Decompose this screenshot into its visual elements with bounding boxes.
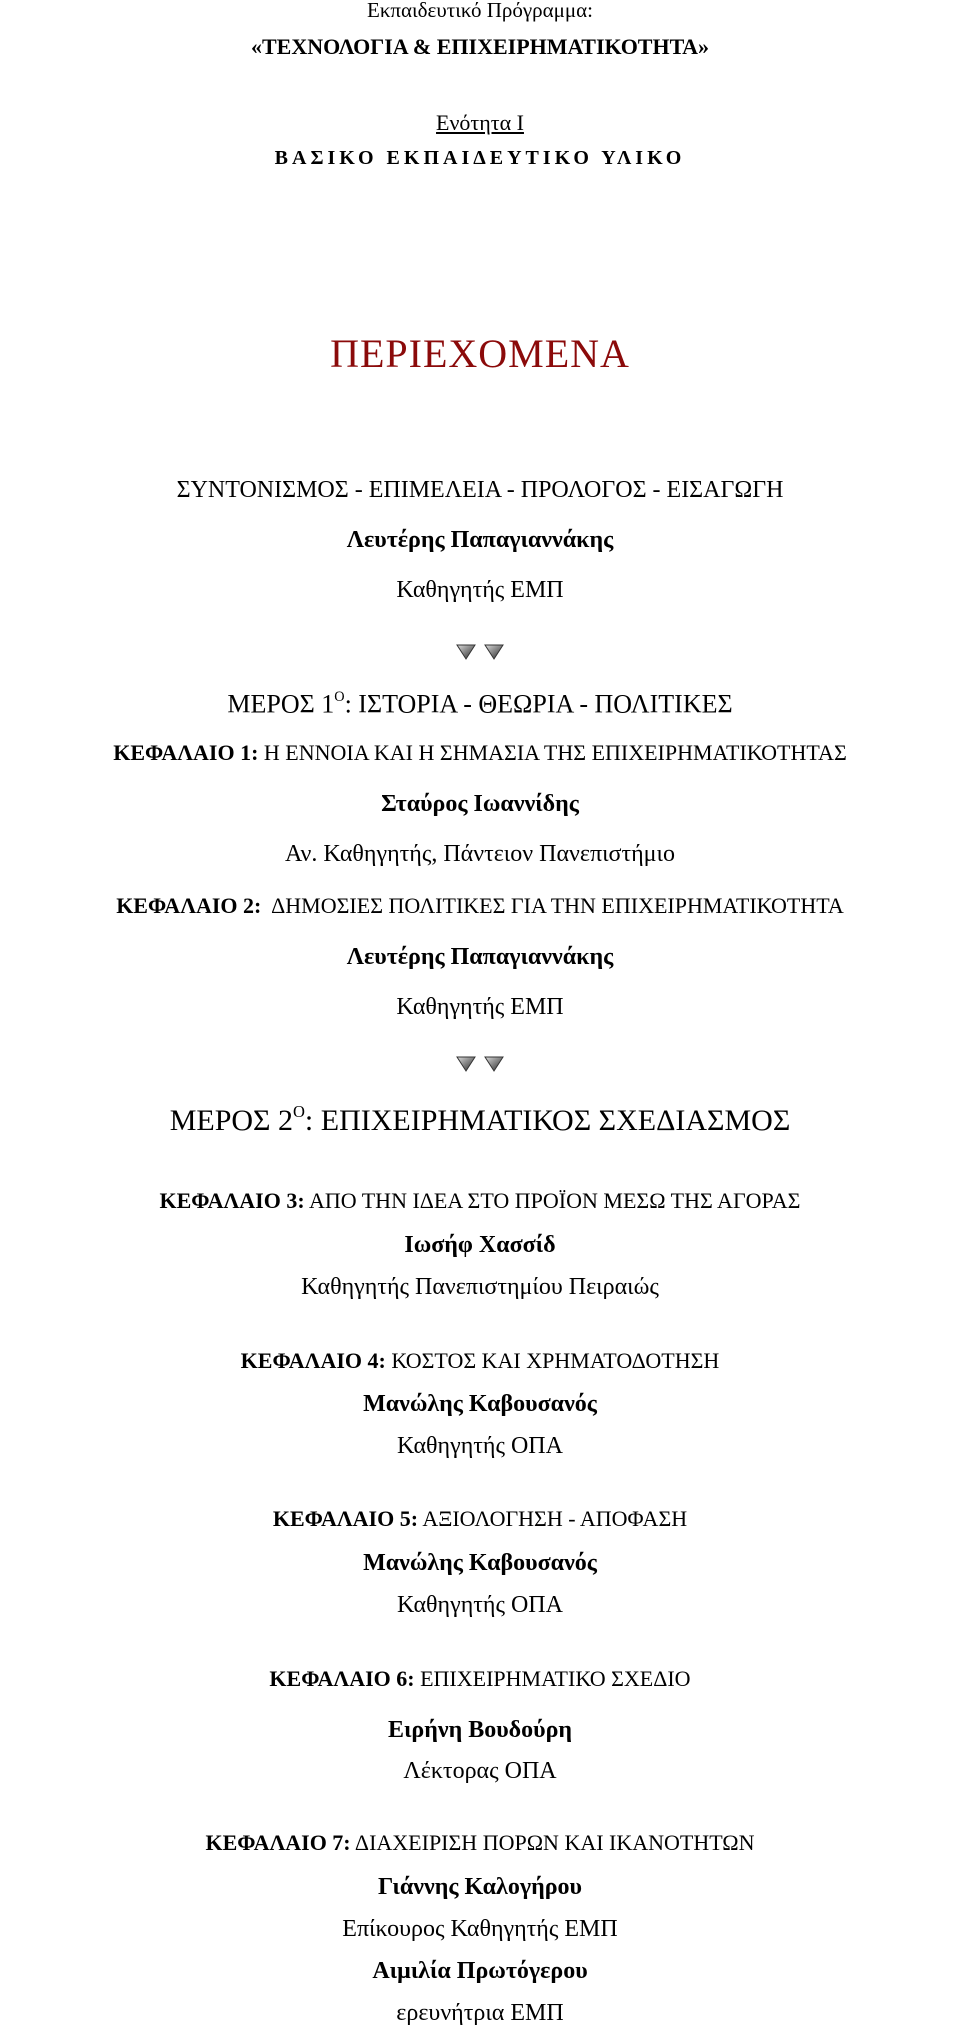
chapter-2-author-role: Καθηγητής ΕΜΠ: [396, 994, 564, 1020]
chapter-6-author-role: Λέκτορας ΟΠΑ: [403, 1758, 557, 1784]
page-title: ΠΕΡΙΕΧΟΜΕΝΑ: [330, 331, 630, 376]
chapter-3-author: Ιωσήφ Χασσίδ: [404, 1232, 556, 1258]
diamond-arrow-icon: [455, 642, 505, 662]
separator-diamonds-2: [455, 1054, 505, 1074]
chapter-7-author-2: Αιμιλία Πρωτόγερου: [372, 1958, 588, 1984]
intro-author-role: Καθηγητής ΕΜΠ: [396, 577, 564, 603]
chapter-1-heading: ΚΕΦΑΛΑΙΟ 1: Η ΕΝΝΟΙΑ ΚΑΙ Η ΣΗΜΑΣΙΑ ΤΗΣ ΕΠΙΧΕΙΡΗΜΑΤΙΚΟΤΗΤΑΣ: [113, 740, 847, 765]
chapter-1-author-role: Αν. Καθηγητής, Πάντειον Πανεπιστήμιο: [285, 841, 675, 867]
chapter-4-heading: ΚΕΦΑΛΑΙΟ 4: ΚΟΣΤΟΣ ΚΑΙ ΧΡΗΜΑΤΟΔΟΤΗΣΗ: [240, 1348, 720, 1373]
part1-heading: ΜΕΡΟΣ $1^O$: ΙΣΤΟΡΙΑ - ΘΕΩΡΙΑ - ΠΟΛΙΤΙΚΕΣ: [227, 689, 733, 719]
intro-author: Λευτέρης Παπαγιαννάκης: [346, 527, 614, 553]
chapter-5-heading: ΚΕΦΑΛΑΙΟ 5: ΑΞΙΟΛΟΓΗΣΗ - ΑΠΟΦΑΣΗ: [272, 1506, 688, 1531]
chapter-4-author-role: Καθηγητής ΟΠΑ: [397, 1433, 563, 1459]
chapter-5-author: Μανώλης Καβουσανός: [363, 1550, 597, 1576]
chapter-5-author-role: Καθηγητής ΟΠΑ: [397, 1592, 563, 1618]
chapter-7-author-2-role: ερευνήτρια ΕΜΠ: [396, 2000, 564, 2026]
chapter-2-author: Λευτέρης Παπαγιαννάκης: [346, 944, 614, 970]
program-title: «ΤΕΧΝΟΛΟΓΙΑ & ΕΠΙΧΕΙΡΗΜΑΤΙΚΟΤΗΤΑ»: [250, 34, 710, 59]
chapter-7-heading: ΚΕΦΑΛΑΙΟ 7: ΔΙΑΧΕΙΡΙΣΗ ΠΟΡΩΝ ΚΑΙ ΙΚΑΝΟΤΗΤΩΝ: [205, 1830, 755, 1855]
diamond-arrow-icon: [455, 1054, 505, 1074]
chapter-4-author: Μανώλης Καβουσανός: [363, 1391, 597, 1417]
chapter-1-author: Σταύρος Ιωαννίδης: [381, 791, 579, 817]
chapter-6-author: Ειρήνη Βουδούρη: [387, 1717, 573, 1743]
unit-title: ΒΑΣΙΚΟ ΕΚΠΑΙΔΕΥΤΙΚΟ ΥΛΙΚΟ: [274, 147, 686, 169]
chapter-2-heading: ΚΕΦΑΛΑΙΟ 2: ΔΗΜΟΣΙΕΣ ΠΟΛΙΤΙΚΕΣ ΓΙΑ ΤΗΝ ΕΠΙΧΕΙΡΗΜΑΤΙΚΟΤΗΤΑ: [116, 893, 844, 918]
chapter-6-heading: ΚΕΦΑΛΑΙΟ 6: ΕΠΙΧΕΙΡΗΜΑΤΙΚΟ ΣΧΕΔΙΟ: [269, 1666, 691, 1691]
unit-label: Ενότητα Ι: [436, 110, 524, 135]
chapter-7-author-role: Επίκουρος Καθηγητής ΕΜΠ: [342, 1916, 618, 1942]
program-label: Εκπαιδευτικό Πρόγραμμα:: [367, 0, 593, 22]
chapter-7-author: Γιάννης Καλογήρου: [377, 1874, 583, 1900]
part2-heading: ΜΕΡΟΣ $2^O$: ΕΠΙΧΕΙΡΗΜΑΤΙΚΟΣ ΣΧΕΔΙΑΣΜΟΣ: [169, 1102, 791, 1138]
chapter-3-author-role: Καθηγητής Πανεπιστημίου Πειραιώς: [301, 1274, 659, 1300]
intro-section-title: ΣΥΝΤΟΝΙΣΜΟΣ - ΕΠΙΜΕΛΕΙΑ - ΠΡΟΛΟΓΟΣ - ΕΙΣΑΓΩΓΗ: [176, 477, 784, 503]
chapter-3-heading: ΚΕΦΑΛΑΙΟ 3: ΑΠΟ ΤΗΝ ΙΔΕΑ ΣΤΟ ΠΡΟΪΟΝ ΜΕΣΩ ΤΗΣ ΑΓΟΡΑΣ: [159, 1188, 801, 1213]
separator-diamonds: [455, 642, 505, 662]
